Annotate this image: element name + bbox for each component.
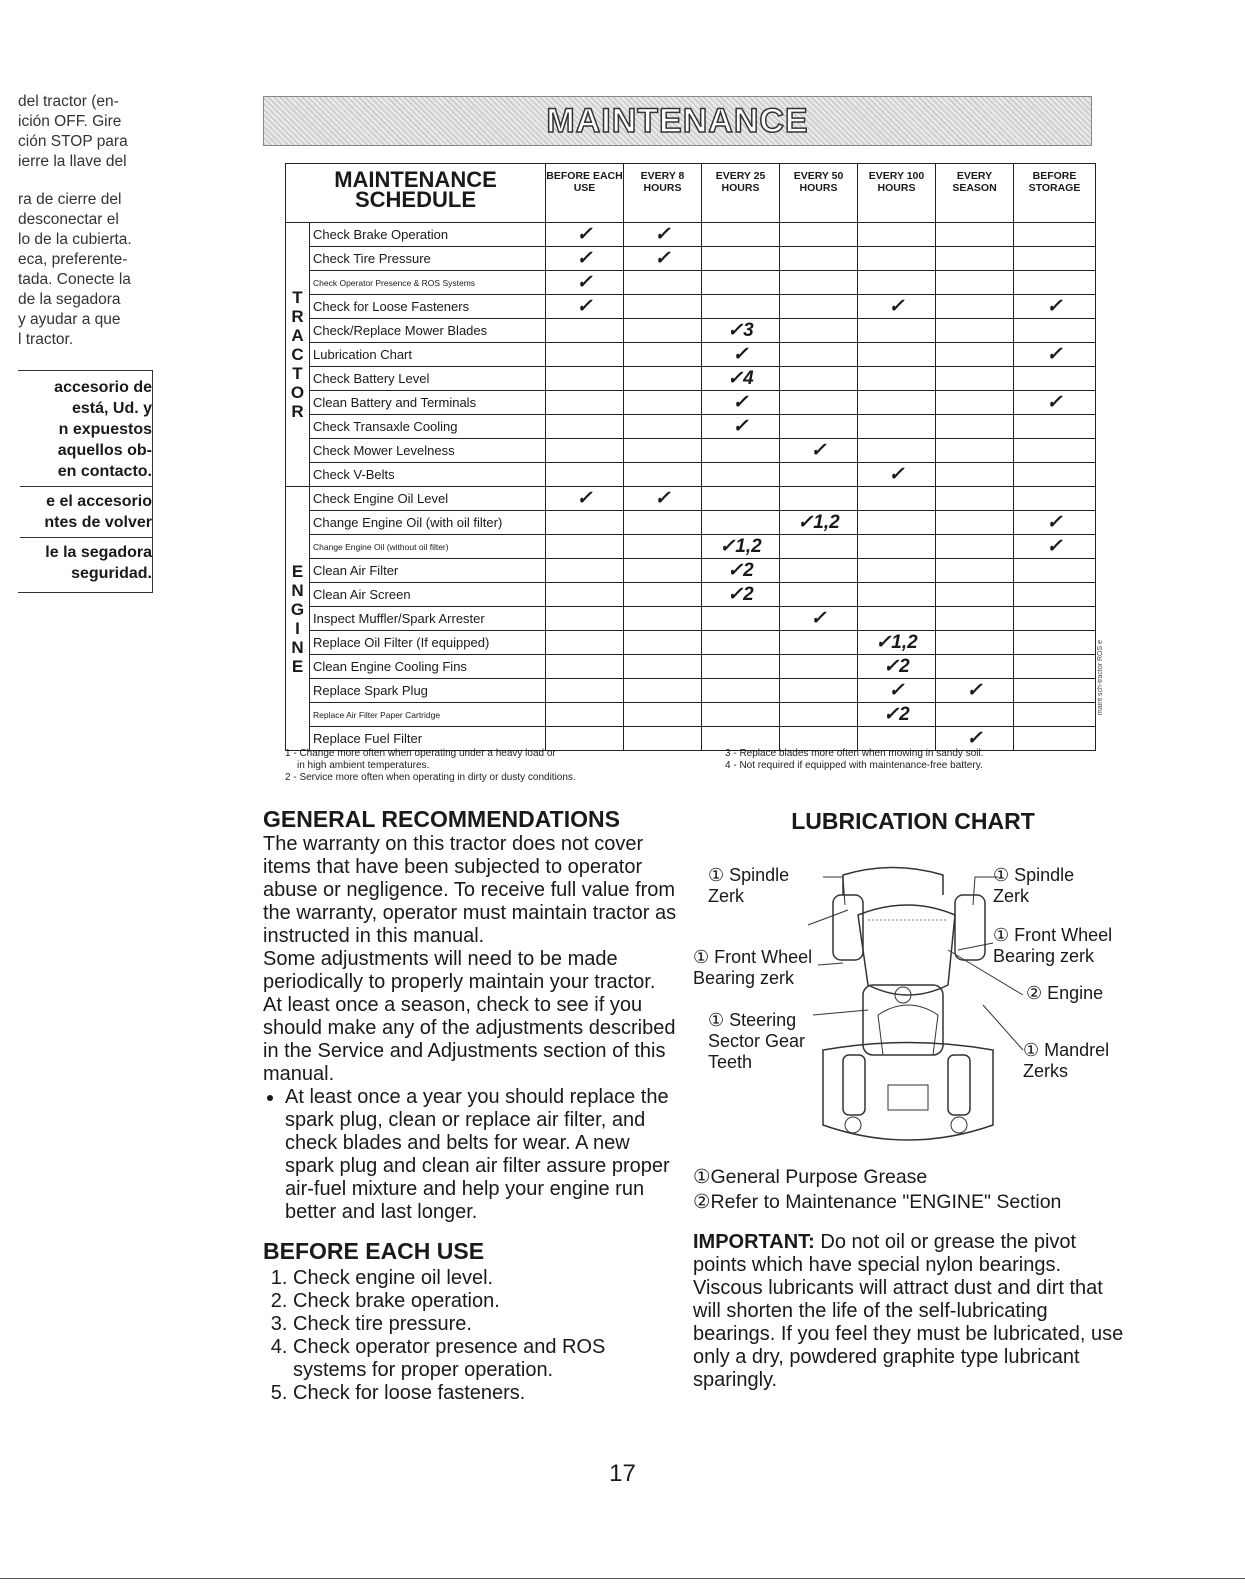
label-front-wheel-right (993, 925, 1112, 967)
schedule-check-cell (702, 655, 780, 679)
bleed-line: n expuestos (58, 421, 152, 438)
schedule-check-cell (936, 583, 1014, 607)
bleed-line: está, Ud. y (71, 400, 152, 417)
steps-list (263, 1267, 683, 1405)
schedule-check-cell: ✓1,2 (702, 535, 780, 559)
schedule-check-cell (624, 415, 702, 439)
schedule-check-cell: ✓ (858, 679, 936, 703)
bleed-line: e el accesorio (46, 493, 152, 510)
column-header: EVERY SEASON (936, 164, 1014, 223)
schedule-check-cell (702, 223, 780, 247)
schedule-item: Check for Loose Fasteners (310, 295, 546, 319)
schedule-check-cell (936, 487, 1014, 511)
schedule-check-cell (858, 271, 936, 295)
bleed-line: tada. Conecte la (18, 271, 131, 288)
footnote: 1 - Change more often when operating under a heavy load or (285, 748, 556, 759)
schedule-check-cell (624, 559, 702, 583)
label-line: ① Spindle (708, 865, 790, 885)
maintenance-schedule-table (285, 163, 1096, 751)
divider (20, 537, 152, 538)
schedule-check-cell (780, 655, 858, 679)
paragraph: Some adjustments will need to be made periodically to properly maintain your tractor. (263, 948, 656, 993)
label-mandrel (1023, 1040, 1109, 1082)
schedule-item: Check Engine Oil Level (310, 487, 546, 511)
schedule-item: Inspect Muffler/Spark Arrester (310, 607, 546, 631)
list-item: 4. Check operator presence and ROS systems for proper operation. (293, 1336, 683, 1382)
schedule-check-cell (936, 415, 1014, 439)
schedule-check-cell (702, 679, 780, 703)
tractor-diagram (693, 835, 1133, 1165)
schedule-check-cell (1014, 487, 1096, 511)
schedule-check-cell (780, 247, 858, 271)
schedule-item: Clean Battery and Terminals (310, 391, 546, 415)
schedule-check-cell (624, 679, 702, 703)
schedule-check-cell: ✓3 (702, 319, 780, 343)
schedule-check-cell (546, 391, 624, 415)
schedule-check-cell (624, 295, 702, 319)
schedule-check-cell (1014, 583, 1096, 607)
schedule-check-cell (1014, 415, 1096, 439)
schedule-check-cell (780, 727, 858, 751)
schedule-check-cell (1014, 247, 1096, 271)
label-line: ① Front Wheel (993, 925, 1113, 945)
schedule-check-cell (858, 367, 936, 391)
schedule-check-cell (780, 583, 858, 607)
schedule-check-cell (936, 247, 1014, 271)
table-row (286, 463, 1096, 487)
schedule-check-cell (702, 295, 780, 319)
schedule-check-cell (936, 271, 1014, 295)
important-label: IMPORTANT: (693, 1231, 815, 1253)
schedule-check-cell (858, 391, 936, 415)
schedule-check-cell (546, 535, 624, 559)
bleed-line: ición OFF. Gire (18, 113, 122, 130)
bleed-line: del tractor (en- (18, 93, 119, 110)
footnote: 2 - Service more often when operating in dirty or dusty conditions. (285, 772, 576, 783)
paragraph: The warranty on this tractor does not cover items that have been subjected to operator abuse or negligence. To receive full value from the warranty, operator must maintain tractor as instructed in this manual. (263, 833, 677, 947)
lubrication-chart (693, 808, 1133, 1392)
schedule-check-cell (1014, 559, 1096, 583)
label-line: Zerks (1023, 1061, 1068, 1081)
label-spindle-left (708, 865, 789, 907)
schedule-check-cell (858, 487, 936, 511)
schedule-check-cell (936, 535, 1014, 559)
schedule-check-cell: ✓ (546, 271, 624, 295)
footnote: in high ambient temperatures. (297, 760, 430, 771)
schedule-check-cell (546, 439, 624, 463)
schedule-check-cell (858, 247, 936, 271)
schedule-check-cell (702, 607, 780, 631)
bleed-line: ción STOP para (18, 133, 128, 150)
schedule-check-cell (858, 727, 936, 751)
schedule-check-cell (546, 415, 624, 439)
schedule-check-cell (780, 463, 858, 487)
bullet-item: • At least once a year you should replace the spark plug, clean or replace air filter, and check blades and belts for wear. A new spark plug and clean air filter assure proper air-fuel mixture and help your engine run better and last longer. (285, 1086, 683, 1224)
footnotes-right (725, 748, 983, 772)
schedule-check-cell (1014, 679, 1096, 703)
schedule-check-cell (780, 487, 858, 511)
schedule-check-cell (546, 607, 624, 631)
bleed-line: le la segadora (45, 544, 152, 561)
table-row (286, 223, 1096, 247)
schedule-item: Clean Air Screen (310, 583, 546, 607)
bleed-line: eca, preferente- (18, 251, 128, 268)
label-spindle-right (993, 865, 1074, 907)
schedule-item: Check V-Belts (310, 463, 546, 487)
schedule-check-cell: ✓ (936, 727, 1014, 751)
schedule-check-cell (702, 631, 780, 655)
section-heading: BEFORE EACH USE (263, 1238, 485, 1264)
divider (20, 486, 152, 487)
schedule-item: Replace Oil Filter (If equipped) (310, 631, 546, 655)
bleed-line: de la segadora (18, 291, 121, 308)
group-label: E N G I N E (286, 487, 310, 751)
schedule-check-cell: ✓ (624, 487, 702, 511)
schedule-check-cell (702, 487, 780, 511)
section-heading: LUBRICATION CHART (791, 808, 1035, 834)
schedule-check-cell (780, 415, 858, 439)
schedule-check-cell: ✓ (546, 223, 624, 247)
bleed-line: ra de cierre del (18, 191, 122, 208)
schedule-check-cell (858, 559, 936, 583)
schedule-check-cell (858, 439, 936, 463)
schedule-check-cell: ✓ (546, 487, 624, 511)
schedule-check-cell: ✓2 (702, 583, 780, 607)
schedule-check-cell: ✓ (702, 391, 780, 415)
schedule-check-cell (858, 223, 936, 247)
important-text: Do not oil or grease the pivot points which have special nylon bearings. Viscous lubricants will attract dust and dirt that will shorten the life of the self-lubricating bearings. If you feel they must be lubricated, use only a dry, powdered graphite type lubricant sparingly. (693, 1231, 1124, 1391)
schedule-check-cell (780, 367, 858, 391)
table-row (286, 679, 1096, 703)
legend-item: ②Refer to Maintenance "ENGINE" Section (693, 1191, 1062, 1213)
list-item: 3. Check tire pressure. (293, 1313, 683, 1336)
schedule-check-cell (858, 535, 936, 559)
schedule-check-cell (702, 439, 780, 463)
schedule-item: Replace Spark Plug (310, 679, 546, 703)
schedule-title (286, 164, 546, 223)
schedule-check-cell (936, 631, 1014, 655)
bleed-warning-box (18, 370, 153, 593)
schedule-check-cell (1014, 631, 1096, 655)
schedule-check-cell (858, 415, 936, 439)
schedule-title-line: MAINTENANCE (334, 167, 497, 192)
table-row (286, 487, 1096, 511)
page-number: 17 (609, 1460, 636, 1487)
schedule-check-cell (780, 343, 858, 367)
schedule-check-cell (546, 631, 624, 655)
column-header: BEFORE STORAGE (1014, 164, 1096, 223)
schedule-check-cell (624, 319, 702, 343)
general-recommendations (263, 806, 683, 1405)
table-row (286, 295, 1096, 319)
label-line: ① Steering (708, 1010, 797, 1030)
bleed-line: desconectar el (18, 211, 119, 228)
label-line: Sector Gear (708, 1031, 806, 1051)
bleed-line: ierre la llave del (18, 153, 127, 170)
label-line: Zerk (993, 886, 1029, 906)
schedule-check-cell (546, 679, 624, 703)
schedule-check-cell (858, 583, 936, 607)
schedule-check-cell (780, 535, 858, 559)
schedule-check-cell (702, 271, 780, 295)
schedule-check-cell (546, 319, 624, 343)
footnotes-left (285, 748, 576, 784)
label-steering (708, 1010, 805, 1073)
maintenance-banner (263, 96, 1092, 146)
schedule-check-cell (624, 271, 702, 295)
bleed-line: aquellos ob- (57, 442, 152, 459)
schedule-check-cell (780, 391, 858, 415)
schedule-item: Clean Air Filter (310, 559, 546, 583)
schedule-item: Change Engine Oil (with oil filter) (310, 511, 546, 535)
schedule-item: Lubrication Chart (310, 343, 546, 367)
schedule-check-cell (936, 511, 1014, 535)
column-header: EVERY 8 HOURS (624, 164, 702, 223)
table-header-row (286, 164, 1096, 223)
schedule-check-cell: ✓ (1014, 511, 1096, 535)
schedule-check-cell (624, 583, 702, 607)
bleed-line: lo de la cubierta. (18, 231, 132, 248)
bleed-line: l tractor. (18, 331, 74, 348)
schedule-check-cell (1014, 223, 1096, 247)
schedule-check-cell: ✓1,2 (780, 511, 858, 535)
schedule-check-cell: ✓1,2 (858, 631, 936, 655)
list-item: 5. Check for loose fasteners. (293, 1382, 683, 1405)
bleed-line: seguridad. (71, 565, 152, 582)
schedule-check-cell (702, 727, 780, 751)
schedule-check-cell (936, 319, 1014, 343)
schedule-check-cell: ✓2 (858, 655, 936, 679)
table-row (286, 439, 1096, 463)
schedule-check-cell (936, 439, 1014, 463)
schedule-item: Check Battery Level (310, 367, 546, 391)
schedule-check-cell (936, 559, 1014, 583)
bleed-text-a (18, 92, 153, 172)
schedule-check-cell (624, 463, 702, 487)
schedule-check-cell: ✓ (936, 679, 1014, 703)
table-row (286, 535, 1096, 559)
schedule-item: Check Brake Operation (310, 223, 546, 247)
schedule-item: Check/Replace Mower Blades (310, 319, 546, 343)
table-row (286, 367, 1096, 391)
schedule-check-cell (1014, 463, 1096, 487)
schedule-check-cell (624, 535, 702, 559)
schedule-check-cell: ✓ (546, 295, 624, 319)
bleed-line: ntes de volver (44, 514, 152, 531)
table-row (286, 631, 1096, 655)
schedule-check-cell: ✓4 (702, 367, 780, 391)
side-note: maint sch-tractor ROS e (1097, 640, 1104, 716)
label-line: Bearing zerk (993, 946, 1095, 966)
schedule-check-cell (858, 607, 936, 631)
bleed-line: en contacto. (57, 463, 152, 480)
table-row (286, 247, 1096, 271)
schedule-check-cell (546, 727, 624, 751)
schedule-check-cell (702, 463, 780, 487)
schedule-check-cell: ✓ (624, 223, 702, 247)
banner-title: MAINTENANCE (546, 102, 809, 140)
table-row (286, 727, 1096, 751)
list-item: 2. Check brake operation. (293, 1290, 683, 1313)
table-row (286, 559, 1096, 583)
schedule-check-cell (780, 631, 858, 655)
schedule-check-cell (624, 727, 702, 751)
bottom-rule (0, 1578, 1245, 1579)
schedule-item: Clean Engine Cooling Fins (310, 655, 546, 679)
schedule-item: Check Operator Presence & ROS Systems (310, 271, 546, 295)
schedule-check-cell: ✓ (780, 439, 858, 463)
label-line: ① Mandrel (1023, 1040, 1110, 1060)
schedule-item: Change Engine Oil (without oil filter) (310, 535, 546, 559)
schedule-check-cell (624, 607, 702, 631)
schedule-check-cell (1014, 439, 1096, 463)
table-row (286, 511, 1096, 535)
schedule-check-cell: ✓ (624, 247, 702, 271)
column-header: EVERY 25 HOURS (702, 164, 780, 223)
section-heading: GENERAL RECOMMENDATIONS (263, 806, 620, 832)
footnote: 4 - Not required if equipped with maintenance-free battery. (725, 760, 983, 771)
schedule-check-cell: ✓ (1014, 295, 1096, 319)
table-row (286, 319, 1096, 343)
schedule-check-cell: ✓2 (858, 703, 936, 727)
schedule-check-cell (546, 583, 624, 607)
schedule-check-cell (546, 367, 624, 391)
schedule-check-cell: ✓ (546, 247, 624, 271)
schedule-check-cell: ✓ (780, 607, 858, 631)
label-line: ① Front Wheel (693, 947, 813, 967)
paragraph: At least once a season, check to see if you should make any of the adjustments described in the Service and Adjustments section of this manual. (263, 994, 676, 1085)
schedule-check-cell (702, 703, 780, 727)
column-header: EVERY 100 HOURS (858, 164, 936, 223)
schedule-item: Replace Fuel Filter (310, 727, 546, 751)
schedule-check-cell (624, 631, 702, 655)
schedule-check-cell (546, 655, 624, 679)
group-label: T R A C T O R (286, 223, 310, 487)
schedule-check-cell (702, 511, 780, 535)
schedule-check-cell (780, 271, 858, 295)
schedule-check-cell (1014, 727, 1096, 751)
schedule-check-cell (546, 703, 624, 727)
schedule-check-cell (546, 343, 624, 367)
schedule-check-cell: ✓ (702, 343, 780, 367)
label-line: Zerk (708, 886, 744, 906)
table-row (286, 391, 1096, 415)
label-engine: ② Engine (1026, 983, 1104, 1003)
schedule-check-cell: ✓ (858, 295, 936, 319)
column-header: BEFORE EACH USE (546, 164, 624, 223)
table-row (286, 583, 1096, 607)
schedule-check-cell (780, 295, 858, 319)
bleed-text-b (18, 190, 153, 350)
schedule-check-cell (936, 223, 1014, 247)
schedule-check-cell (936, 295, 1014, 319)
schedule-check-cell (624, 367, 702, 391)
schedule-check-cell (780, 703, 858, 727)
table-row (286, 607, 1096, 631)
lubrication-legend (693, 1165, 1133, 1215)
schedule-check-cell (1014, 607, 1096, 631)
schedule-check-cell: ✓ (1014, 535, 1096, 559)
schedule-check-cell (936, 703, 1014, 727)
schedule-check-cell (936, 655, 1014, 679)
schedule-check-cell (1014, 319, 1096, 343)
schedule-body (286, 223, 1096, 751)
schedule-check-cell (858, 319, 936, 343)
label-line: Bearing zerk (693, 968, 795, 988)
schedule-check-cell (780, 223, 858, 247)
bleed-line: y ayudar a que (18, 311, 121, 328)
column-header: EVERY 50 HOURS (780, 164, 858, 223)
bullet-list (263, 1086, 683, 1224)
table-row (286, 343, 1096, 367)
table-row (286, 415, 1096, 439)
table-row (286, 703, 1096, 727)
schedule-item: Replace Air Filter Paper Cartridge (310, 703, 546, 727)
schedule-item: Check Mower Levelness (310, 439, 546, 463)
schedule-check-cell (624, 439, 702, 463)
schedule-check-cell (546, 559, 624, 583)
label-front-wheel-left (693, 947, 812, 989)
footnote: 3 - Replace blades more often when mowing in sandy soil. (725, 748, 984, 759)
legend-item: ①General Purpose Grease (693, 1166, 928, 1188)
schedule-check-cell (858, 343, 936, 367)
schedule-check-cell (702, 247, 780, 271)
schedule-check-cell (936, 463, 1014, 487)
schedule-check-cell (1014, 367, 1096, 391)
label-line: ① Spindle (993, 865, 1075, 885)
schedule-item: Check Tire Pressure (310, 247, 546, 271)
schedule-check-cell (1014, 703, 1096, 727)
table-row (286, 271, 1096, 295)
schedule-title-line: SCHEDULE (354, 187, 476, 212)
list-item: 1. Check engine oil level. (293, 1267, 683, 1290)
bleed-line: accesorio de (54, 379, 152, 396)
schedule-item: Check Transaxle Cooling (310, 415, 546, 439)
schedule-check-cell (780, 319, 858, 343)
schedule-check-cell (936, 607, 1014, 631)
schedule-check-cell (1014, 655, 1096, 679)
schedule-check-cell (624, 511, 702, 535)
schedule-check-cell (780, 679, 858, 703)
schedule-check-cell (936, 391, 1014, 415)
schedule-check-cell (624, 655, 702, 679)
schedule-check-cell (780, 559, 858, 583)
schedule-check-cell (1014, 271, 1096, 295)
important-note (693, 1231, 1133, 1392)
schedule-check-cell (936, 367, 1014, 391)
schedule-check-cell (624, 391, 702, 415)
table-row (286, 655, 1096, 679)
schedule-check-cell (936, 343, 1014, 367)
schedule-check-cell (858, 511, 936, 535)
schedule-check-cell (546, 463, 624, 487)
schedule-check-cell: ✓ (1014, 391, 1096, 415)
schedule-check-cell (624, 703, 702, 727)
schedule-check-cell (624, 343, 702, 367)
schedule-check-cell (546, 511, 624, 535)
schedule-check-cell: ✓ (1014, 343, 1096, 367)
schedule-check-cell: ✓2 (702, 559, 780, 583)
schedule-check-cell: ✓ (858, 463, 936, 487)
label-line: Teeth (708, 1052, 753, 1072)
schedule-check-cell: ✓ (702, 415, 780, 439)
